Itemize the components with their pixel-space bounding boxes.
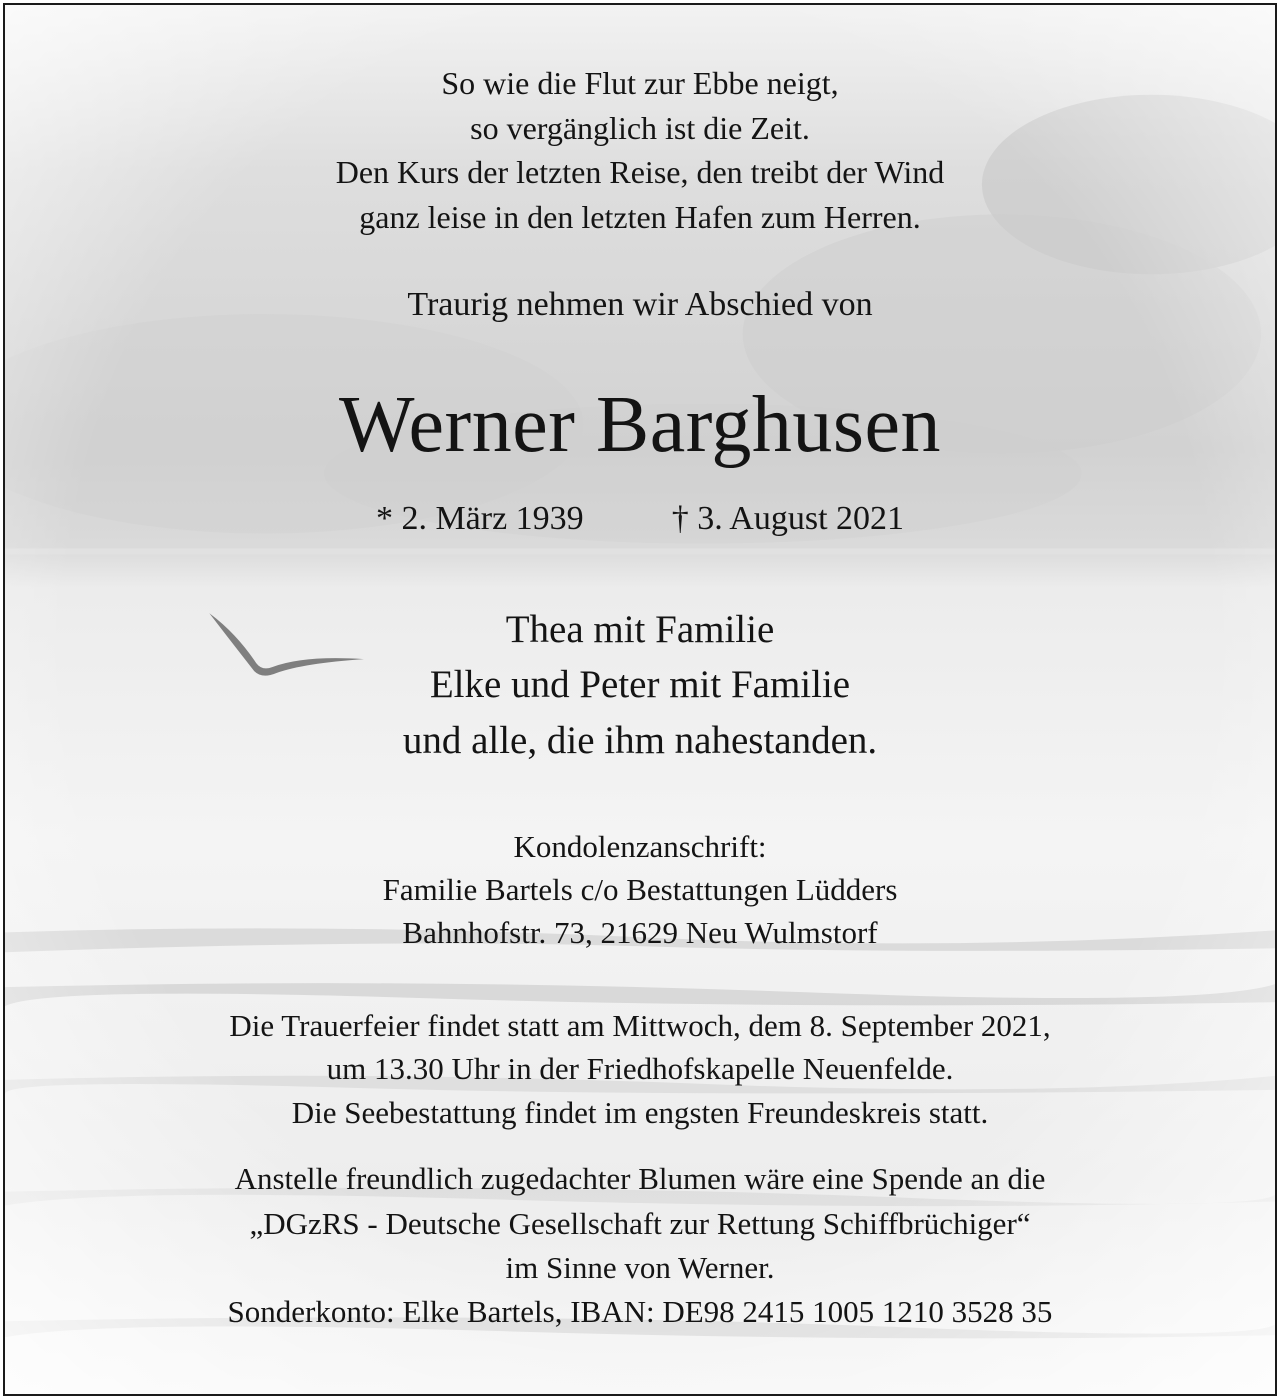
obituary-card [3,3,1277,1396]
poem-line-4: ganz leise in den letzten Hafen zum Herren. [359,199,921,235]
mourner-line-2: Elke und Peter mit Familie [429,663,851,706]
ceremony-line-1: Die Trauerfeier findet statt am Mittwoch, dem 8. September 2021, [229,1008,1051,1043]
donation-account: Sonderkonto: Elke Bartels, IBAN: DE98 2415 1005 1210 3528 35 [227,1294,1053,1329]
mourner-line-3: und alle, die ihm nahestanden. [402,719,878,762]
poem-line-3: Den Kurs der letzten Reise, den treibt der Wind [335,154,945,190]
farewell-text: Traurig nehmen wir Abschied von [407,286,873,323]
birth-date: * 2. März 1939 [375,500,584,537]
donation-line-3: im Sinne von Werner. [505,1250,775,1285]
donation-line-1: Anstelle freundlich zugedachter Blumen wäre eine Spende an die [234,1161,1046,1196]
condolence-heading: Kondolenzanschrift: [513,829,767,864]
mourner-line-1: Thea mit Familie [505,608,775,651]
life-dates [5,502,1275,536]
poem-line-1: So wie die Flut zur Ebbe neigt, [441,65,839,101]
death-date: † 3. August 2021 [671,500,905,537]
donation-line-2: „DGzRS - Deutsche Gesellschaft zur Rettung Schiffbrüchiger“ [249,1206,1031,1241]
ceremony-line-2: um 13.30 Uhr in der Friedhofskapelle Neuenfelde. [326,1051,954,1086]
obituary-text [5,5,1275,1394]
condolence-line-1: Familie Bartels c/o Bestattungen Lüdders [382,872,898,907]
condolence-line-2: Bahnhofstr. 73, 21629 Neu Wulmstorf [402,915,878,950]
poem-line-2: so vergänglich ist die Zeit. [470,110,810,146]
ceremony-line-3: Die Seebestattung findet im engsten Freundeskreis statt. [291,1095,989,1130]
deceased-name: Werner Barghusen [338,381,942,469]
